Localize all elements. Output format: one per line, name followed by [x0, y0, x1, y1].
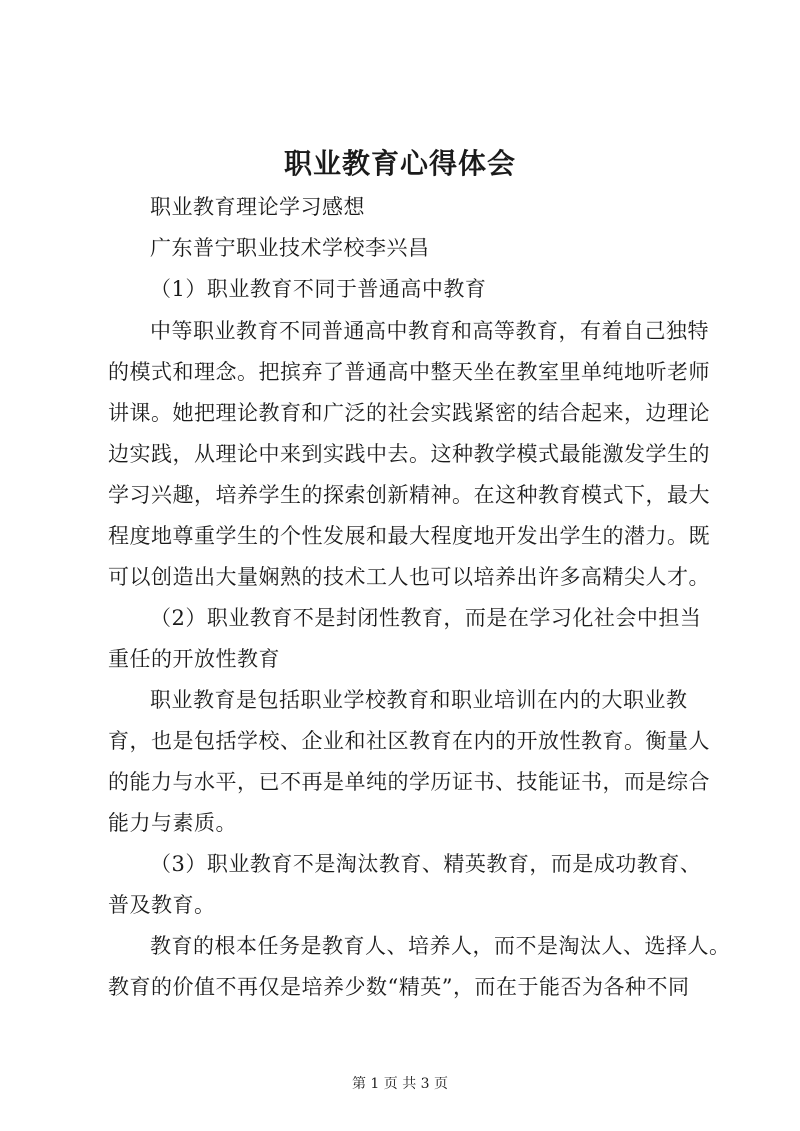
paragraph-line: 程度地尊重学生的个性发展和最大程度地开发出学生的潜力。既: [108, 524, 710, 548]
document-title: 职业教育心得体会: [283, 147, 516, 180]
paragraph-line: 的能力与水平，已不再是单纯的学历证书、技能证书，而是综合: [108, 770, 710, 794]
section-heading-2: （2）职业教育不是封闭性教育，而是在学习化社会中担当: [150, 606, 702, 630]
paragraph-line: 职业教育是包括职业学校教育和职业培训在内的大职业教: [150, 688, 688, 712]
paragraph-line: 育，也是包括学校、企业和社区教育在内的开放性教育。衡量人: [108, 729, 710, 753]
paragraph-line: 的模式和理念。把摈弃了普通高中整天坐在教室里单纯地听老师: [108, 360, 710, 384]
paragraph-line: 讲课。她把理论教育和广泛的社会实践紧密的结合起来，边理论: [108, 401, 710, 425]
paragraph-line: 能力与素质。: [108, 811, 237, 835]
paragraph-line: 学习兴趣，培养学生的探索创新精神。在这种教育模式下，最大: [108, 483, 710, 507]
subtitle-line: 职业教育理论学习感想: [150, 195, 365, 219]
section-heading-2-cont: 重任的开放性教育: [108, 647, 280, 671]
paragraph-line: 边实践，从理论中来到实践中去。这种教学模式最能激发学生的: [108, 442, 710, 466]
page-number-label: 第 1 页 共 3 页: [351, 1076, 449, 1092]
paragraph-line: 教育的价值不再仅是培养少数“精英”，而在于能否为各种不同: [108, 975, 690, 999]
section-heading-1: （1）职业教育不同于普通高中教育: [150, 277, 487, 301]
author-line: 广东普宁职业技术学校李兴昌: [150, 236, 430, 260]
paragraph-line: 中等职业教育不同普通高中教育和高等教育，有着自己独特: [150, 319, 709, 343]
paragraph-line: 教育的根本任务是教育人、培养人，而不是淘汰人、选择人。: [150, 934, 731, 958]
paragraph-line: 可以创造出大量娴熟的技术工人也可以培养出许多高精尖人才。: [108, 565, 710, 589]
page-footer: [0, 1073, 800, 1093]
section-heading-3-cont: 普及教育。: [108, 893, 216, 917]
section-heading-3: （3）职业教育不是淘汰教育、精英教育，而是成功教育、: [150, 852, 702, 876]
